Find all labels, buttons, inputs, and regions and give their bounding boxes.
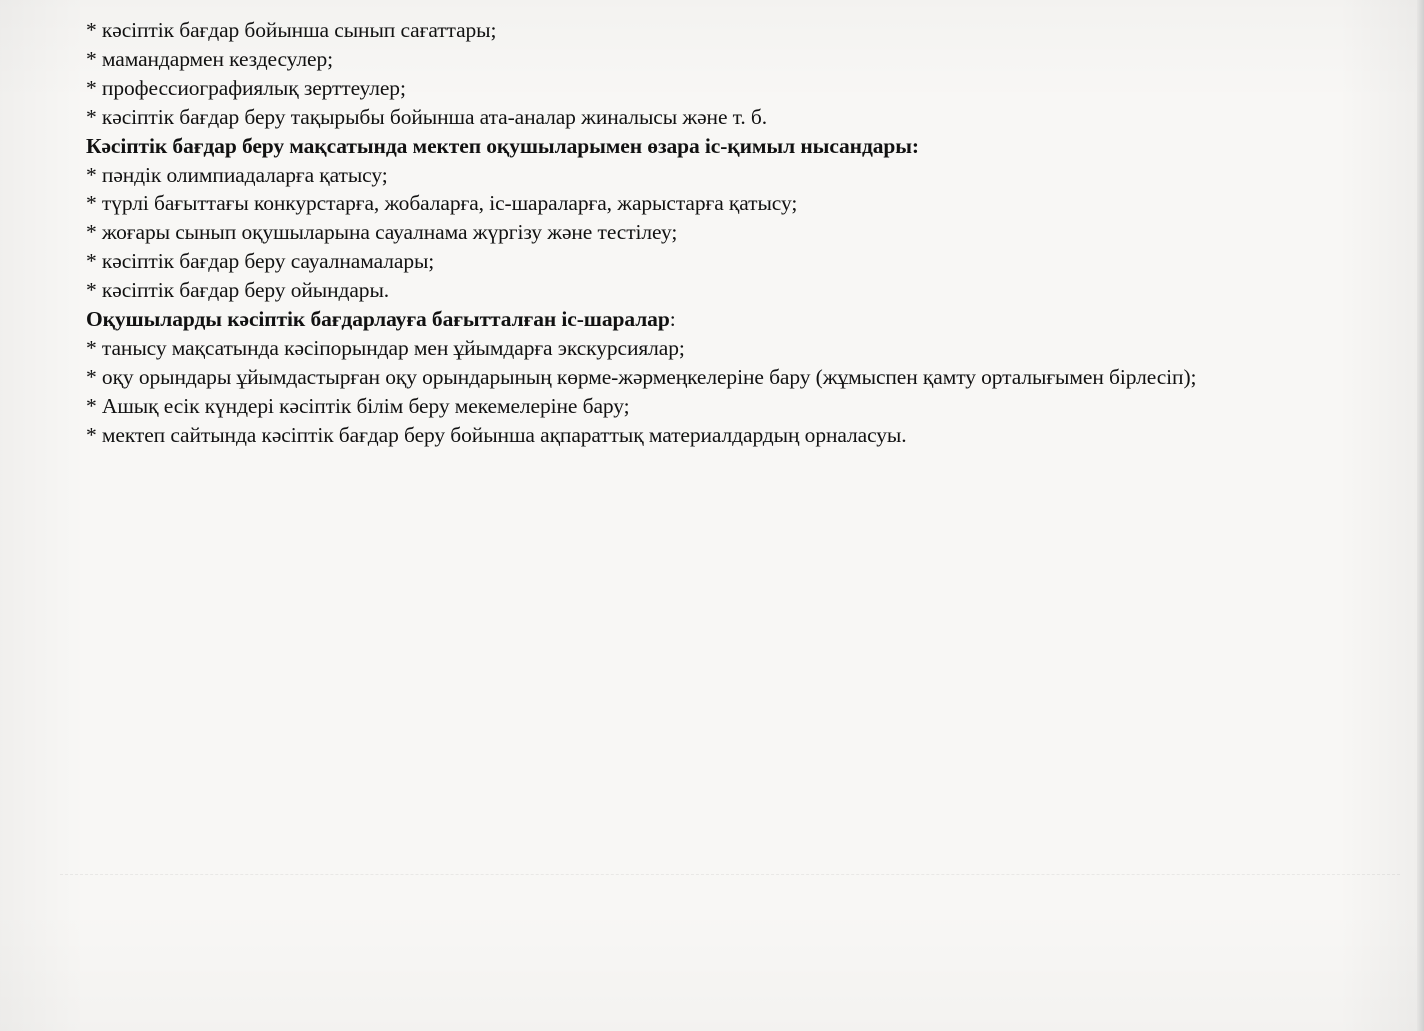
list-item: * танысу мақсатында кәсіпорындар мен ұйымдарға экскурсиялар; <box>86 335 685 360</box>
list-item: * оқу орындары ұйымдастырған оқу орындарының көрме-жәрмеңкелеріне бару (жұмыспен қамту орталығымен бірлесіп); <box>86 364 1197 389</box>
list-item: * жоғары сынып оқушыларына сауалнама жүргізу және тестілеу; <box>86 220 678 245</box>
list-item: * пәндік олимпиадаларға қатысу; <box>86 162 388 187</box>
list-item: * кәсіптік бағдар беру ойындары. <box>86 278 390 303</box>
page-fold-line <box>60 874 1400 876</box>
list-item: * Ашық есік күндері кәсіптік білім беру мекемелеріне бару; <box>86 393 630 418</box>
list-item: * кәсіптік бағдар беру сауалнамалары; <box>86 249 435 274</box>
section-heading-text: Оқушыларды кәсіптік бағдарлауға бағытталған іс-шаралар <box>86 307 670 332</box>
list-item: * кәсіптік бағдар бойынша сынып сағаттары; <box>86 18 497 42</box>
document-body <box>86 16 1396 450</box>
page-edge-shadow <box>1417 0 1424 1031</box>
list-item: * мамандармен кездесулер; <box>86 46 333 71</box>
section-heading-colon: : <box>669 307 676 332</box>
list-item: * мектеп сайтында кәсіптік бағдар беру бойынша ақпараттық материалдардың орналасуы. <box>86 422 907 447</box>
section-heading: Кәсіптік бағдар беру мақсатында мектеп оқушыларымен өзара іс-қимыл нысандары: <box>86 133 919 158</box>
list-item: * кәсіптік бағдар беру тақырыбы бойынша ата-аналар жиналысы және т. б. <box>86 104 768 129</box>
list-item: * түрлі бағыттағы конкурстарға, жобаларға, іс-шараларға, жарыстарға қатысу; <box>86 191 798 216</box>
list-item: * профессиографиялық зерттеулер; <box>86 75 406 100</box>
section-heading <box>86 305 1396 334</box>
